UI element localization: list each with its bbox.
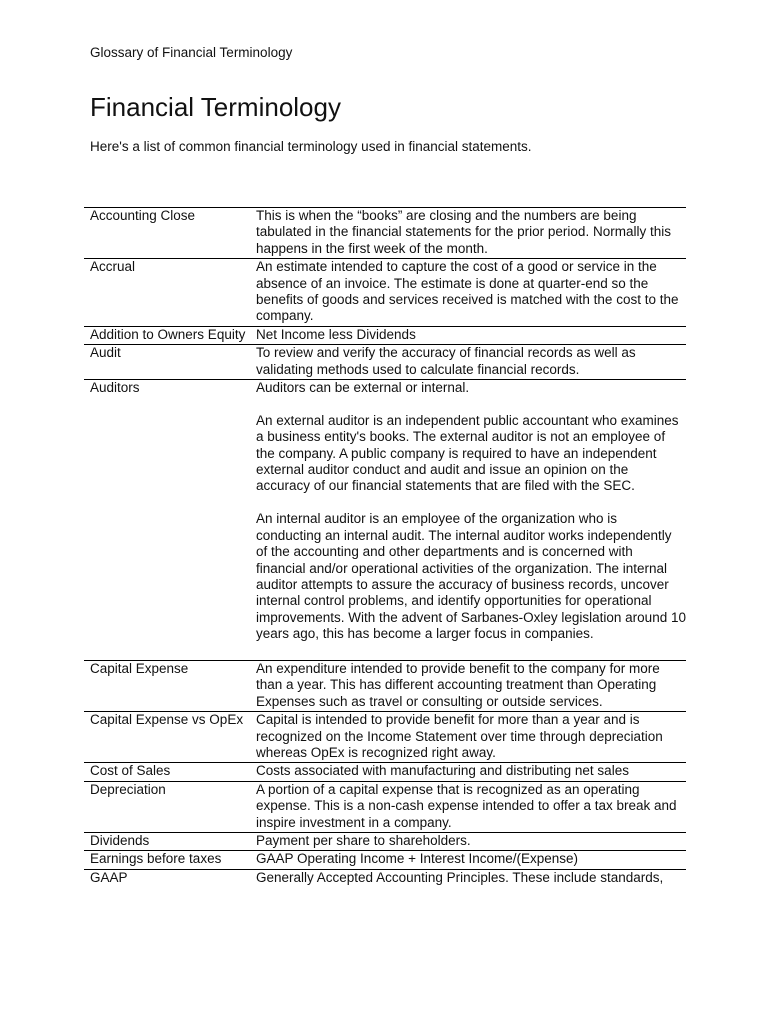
glossary-term: Dividends (90, 832, 150, 848)
paragraph-spacer (256, 396, 686, 412)
glossary-row (84, 380, 686, 661)
glossary-term: Auditors (90, 380, 140, 396)
glossary-row (84, 712, 686, 763)
intro-paragraph: Here's a list of common financial terminology used in financial statements. (90, 139, 532, 154)
glossary-definition (256, 259, 686, 325)
glossary-row (84, 208, 686, 259)
glossary-row (84, 259, 686, 327)
glossary-definition (256, 763, 686, 779)
definition-paragraph: An expenditure intended to provide benefit to the company for more than a year. This has different accounting treatment than Operating Expenses such as travel or consulting or outside services. (256, 660, 660, 709)
glossary-row (84, 763, 686, 781)
glossary-row (84, 661, 686, 712)
definition-paragraph: An external auditor is an independent public accountant who examines a business entity's books. The external auditor is not an employee of the company. A public company is required to have an independent external auditor conduct and audit and issue an opinion on the accuracy of our financial statements that are filed with the SEC. (256, 412, 679, 494)
glossary-term: Accounting Close (90, 208, 196, 223)
page-title: Financial Terminology (90, 92, 341, 122)
glossary-term: Depreciation (90, 781, 166, 797)
definition-paragraph: An estimate intended to capture the cost of a good or service in the absence of an invoice. The estimate is done at quarter-end so the benefits of goods and services received is matched with the cost to the company. (256, 259, 679, 324)
glossary-term: Accrual (90, 259, 136, 275)
glossary-term: Capital Expense (90, 660, 189, 676)
glossary-definition (256, 782, 686, 831)
glossary-term: Audit (90, 345, 121, 361)
running-header: Glossary of Financial Terminology (90, 45, 293, 60)
definition-paragraph: Auditors can be external or internal. (256, 380, 470, 396)
definition-paragraph: This is when the “books” are closing and the numbers are being tabulated in the financial statements for the prior period. Normally this happens in the first week of the month. (256, 208, 671, 256)
glossary-definition (256, 870, 686, 886)
glossary-table (84, 207, 686, 887)
glossary-definition (256, 712, 686, 761)
definition-paragraph: GAAP Operating Income + Interest Income/(Expense) (256, 851, 579, 867)
glossary-term: Addition to Owners Equity (90, 326, 246, 342)
definition-paragraph: Capital is intended to provide benefit for more than a year and is recognized on the Income Statement over time through depreciation whereas OpEx is recognized right away. (256, 712, 663, 760)
glossary-row (84, 327, 686, 345)
paragraph-spacer (256, 643, 686, 659)
paragraph-spacer (256, 495, 686, 511)
glossary-term: Earnings before taxes (90, 851, 222, 867)
glossary-definition (256, 851, 686, 867)
glossary-definition (256, 661, 686, 710)
definition-paragraph: A portion of a capital expense that is recognized as an operating expense. This is a non-cash expense intended to offer a tax break and inspire investment in a company. (256, 781, 677, 830)
definition-paragraph: Generally Accepted Accounting Principles. These include standards, (256, 869, 664, 885)
definition-paragraph: Net Income less Dividends (256, 326, 416, 342)
glossary-term: Cost of Sales (90, 763, 171, 779)
glossary-definition (256, 327, 686, 343)
glossary-row (84, 345, 686, 380)
definition-paragraph: An internal auditor is an employee of the organization who is conducting an internal audit. The internal auditor works independently of the accounting and other departments and is concerned with financial and/or operational activities of the organization. The internal auditor attempts to assure the accuracy of business records, uncover internal control problems, and identify opportunities for operational improvements. With the advent of Sarbanes-Oxley legislation around 10 years ago, this has become a larger focus in companies. (256, 511, 686, 642)
glossary-term: GAAP (90, 869, 128, 885)
glossary-row (84, 833, 686, 851)
glossary-definition (256, 345, 686, 378)
glossary-row (84, 870, 686, 887)
glossary-definition (256, 833, 686, 849)
definition-paragraph: Costs associated with manufacturing and distributing net sales (256, 763, 629, 779)
definition-paragraph: To review and verify the accuracy of financial records as well as validating methods used to calculate financial records. (256, 345, 636, 377)
glossary-definition (256, 208, 686, 257)
glossary-row (84, 851, 686, 869)
glossary-definition (256, 380, 686, 659)
definition-paragraph: Payment per share to shareholders. (256, 832, 471, 848)
glossary-row (84, 782, 686, 833)
glossary-term: Capital Expense vs OpEx (90, 712, 244, 728)
